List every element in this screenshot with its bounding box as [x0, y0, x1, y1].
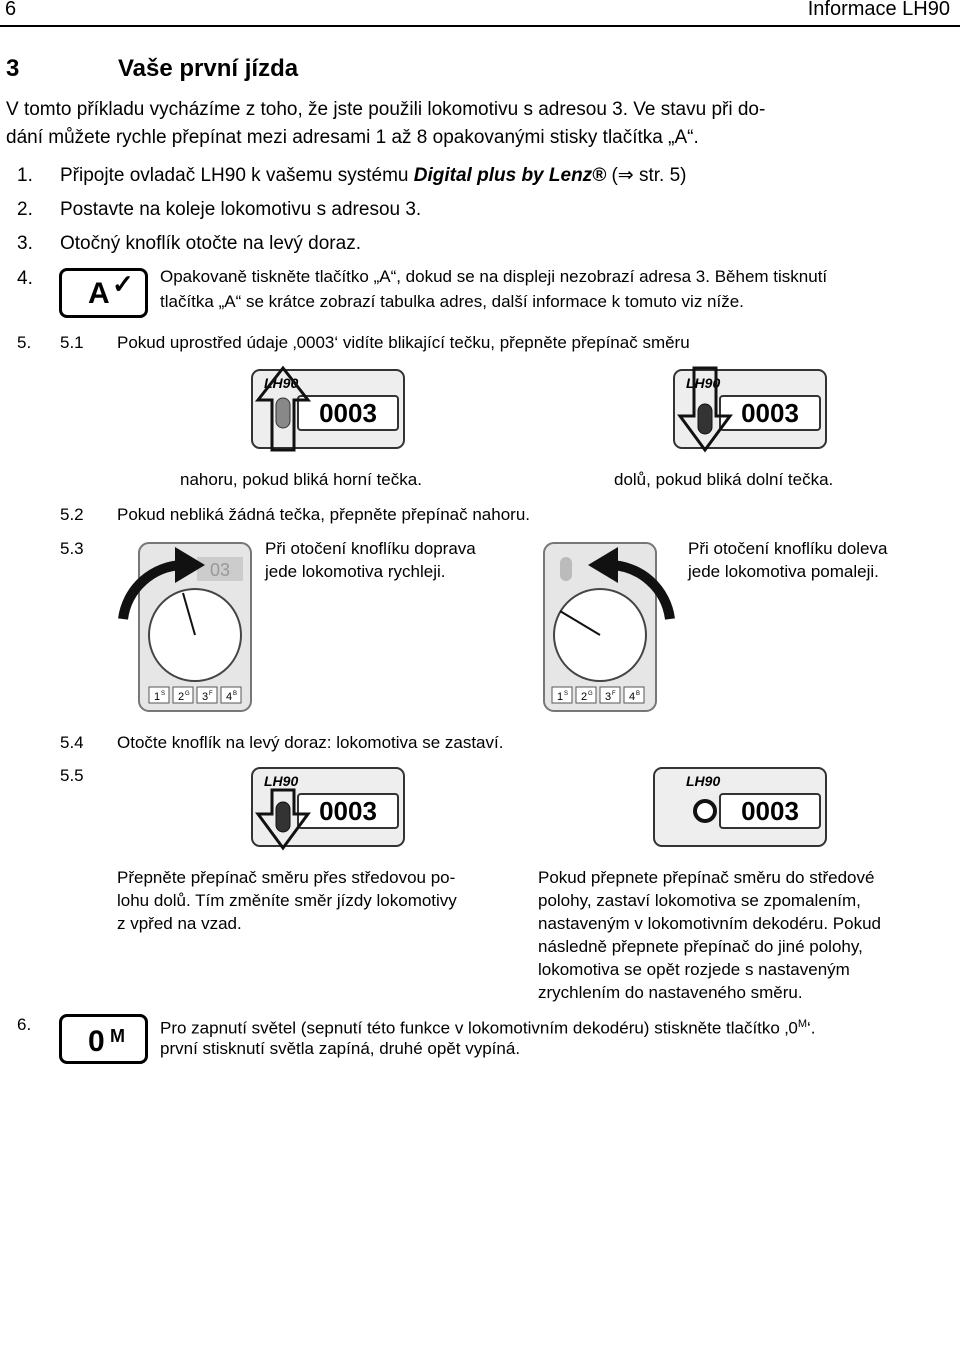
- direction-switch: [560, 557, 572, 581]
- brand-name: Digital plus by Lenz®: [413, 165, 607, 186]
- function-key-1-sub: S: [161, 691, 166, 697]
- display-value: 0003: [319, 398, 377, 428]
- step-1-text-pre: Připojte ovladač LH90 k vašemu systému: [60, 165, 414, 186]
- device-model-label: LH90: [264, 375, 299, 391]
- knob-left-figure: [530, 537, 680, 717]
- header-rule: [0, 25, 960, 27]
- function-key-1-sub: S: [564, 691, 569, 697]
- step-5-5-right-text: [538, 866, 946, 1004]
- step-4-number: 4.: [17, 268, 33, 289]
- lh90-switch-down-figure: [650, 364, 830, 454]
- step-5-3-left-line-1: Při otočení knoflíku doleva: [688, 539, 888, 558]
- device-model-label: LH90: [264, 773, 299, 789]
- step-2-text: Postavte na koleje lokomotivu s adresou 3.: [60, 199, 422, 220]
- function-key-1-label: 1: [154, 691, 161, 703]
- function-key-2-sub: G: [588, 691, 593, 697]
- caption-switch-up: nahoru, pokud bliká horní tečka.: [180, 470, 422, 489]
- step-5-5-left-line-3: z vpřed na vzad.: [117, 914, 242, 933]
- step-5-5-right-line-4: následně přepnete přepínač do jiné polohy,: [538, 937, 863, 956]
- step-5-3-left-line-2: jede lokomotiva pomaleji.: [688, 562, 879, 581]
- step-6-line-1-pre: Pro zapnutí světel (sepnutí této funkce v lokomotivním dekodéru) stiskněte tlačítko ‚0: [160, 1018, 798, 1038]
- function-key-3-label: 3: [202, 691, 209, 703]
- direction-switch: [695, 801, 715, 821]
- function-key-2-label: 2: [178, 691, 185, 703]
- step-5-3-number: 5.3: [60, 539, 84, 558]
- page-number: 6: [5, 0, 17, 20]
- key-a-icon: [59, 268, 148, 318]
- step-5-5-left-line-1: Přepněte přepínač směru přes středovou po-: [117, 868, 456, 887]
- intro-line-1: V tomto příkladu vycházíme z toho, že jste použili lokomotivu s adresou 3. Ve stavu při do-: [6, 99, 766, 120]
- step-5-5-right-line-6: zrychlením do nastaveného směru.: [538, 983, 803, 1002]
- device-model-label: LH90: [686, 375, 721, 391]
- display-value: 0003: [741, 398, 799, 428]
- step-5-2-text: Pokud nebliká žádná tečka, přepněte přepínač nahoru.: [117, 505, 531, 524]
- step-4-line-2: tlačítka „A“ se krátce zobrazí tabulka adres, další informace k tomuto viz níže.: [160, 292, 744, 311]
- step-2-number: 2.: [17, 199, 33, 220]
- step-6-line-1-sup: M: [797, 1018, 807, 1030]
- knob-right-figure: [113, 537, 263, 717]
- direction-switch: [698, 404, 712, 434]
- step-5-4-number: 5.4: [60, 733, 84, 752]
- lh90-switch-up-figure: [228, 364, 408, 454]
- step-5-4-text: Otočte knoflík na levý doraz: lokomotiva se zastaví.: [117, 733, 504, 752]
- step-5-5-right-line-2: polohy, zastaví lokomotiva se zpomalením,: [538, 891, 861, 910]
- step-6-line-2: první stisknutí světla zapíná, druhé opět vypíná.: [160, 1039, 521, 1058]
- function-key-2-label: 2: [581, 691, 588, 703]
- lh90-reverse-figure: [228, 762, 408, 852]
- step-5-5-left-line-2: lohu dolů. Tím změníte směr jízdy lokomotivy: [117, 891, 457, 910]
- step-5-5-right-line-1: Pokud přepnete přepínač směru do středové: [538, 868, 875, 887]
- step-1-text: [60, 162, 687, 190]
- function-key-2-sub: G: [185, 691, 190, 697]
- function-key-3-sub: F: [612, 691, 616, 697]
- step-6-line-1: [160, 1013, 816, 1040]
- step-6-line-1-post: ‘.: [807, 1018, 816, 1038]
- key-a-label: A: [88, 277, 110, 310]
- step-1-number: 1.: [17, 165, 33, 186]
- document-title: Informace LH90: [807, 0, 950, 20]
- step-5-3-right-line-1: Při otočení knoflíku doprava: [265, 539, 476, 558]
- step-5-1-text: Pokud uprostřed údaje ‚0003‘ vidíte blikající tečku, přepněte přepínač směru: [117, 333, 690, 352]
- device-model-label: LH90: [686, 773, 721, 789]
- step-3-number: 3.: [17, 233, 33, 254]
- step-5-5-number: 5.5: [60, 766, 84, 785]
- key-0m-superscript: M: [110, 1026, 125, 1046]
- function-key-4-label: 4: [629, 691, 636, 703]
- section-title: Vaše první jízda: [118, 55, 299, 82]
- step-5-5-left-text: [117, 866, 522, 935]
- function-key-4-label: 4: [226, 691, 233, 703]
- display-value: 0003: [319, 796, 377, 826]
- step-5-5-right-line-3: nastaveným v lokomotivním dekodéru. Pokud: [538, 914, 882, 933]
- function-key-3-label: 3: [605, 691, 612, 703]
- direction-switch: [276, 802, 290, 832]
- intro-line-2: dání můžete rychle přepínat mezi adresami 1 až 8 opakovanými stisky tlačítka „A“.: [6, 127, 699, 148]
- step-5-1-number: 5.1: [60, 333, 84, 352]
- display-value: 03: [209, 560, 231, 580]
- step-6-number: 6.: [17, 1015, 32, 1034]
- section-number: 3: [6, 55, 20, 82]
- step-4-line-1: Opakovaně tiskněte tlačítko „A“, dokud se na displeji nezobrazí adresa 3. Během tisknutí: [160, 267, 828, 286]
- key-0m-icon: [59, 1014, 148, 1064]
- lh90-center-figure: [650, 762, 830, 852]
- function-key-1-label: 1: [557, 691, 564, 703]
- step-1-text-post: (⇒ str. 5): [606, 165, 687, 186]
- checkmark-icon: ✓: [112, 269, 134, 299]
- step-3-text: Otočný knoflík otočte na levý doraz.: [60, 233, 361, 254]
- step-5-number: 5.: [17, 333, 32, 352]
- key-0m-label: 0: [88, 1025, 105, 1058]
- step-5-5-right-line-5: lokomotiva se opět rozjede s nastaveným: [538, 960, 850, 979]
- step-5-2-number: 5.2: [60, 505, 84, 524]
- display-value: 0003: [741, 796, 799, 826]
- step-5-3-right-line-2: jede lokomotiva rychleji.: [265, 562, 446, 581]
- function-key-4-sub: B: [636, 691, 641, 697]
- function-key-4-sub: B: [233, 691, 238, 697]
- caption-switch-down: dolů, pokud bliká dolní tečka.: [614, 470, 834, 489]
- direction-switch: [276, 398, 290, 428]
- function-key-3-sub: F: [209, 691, 213, 697]
